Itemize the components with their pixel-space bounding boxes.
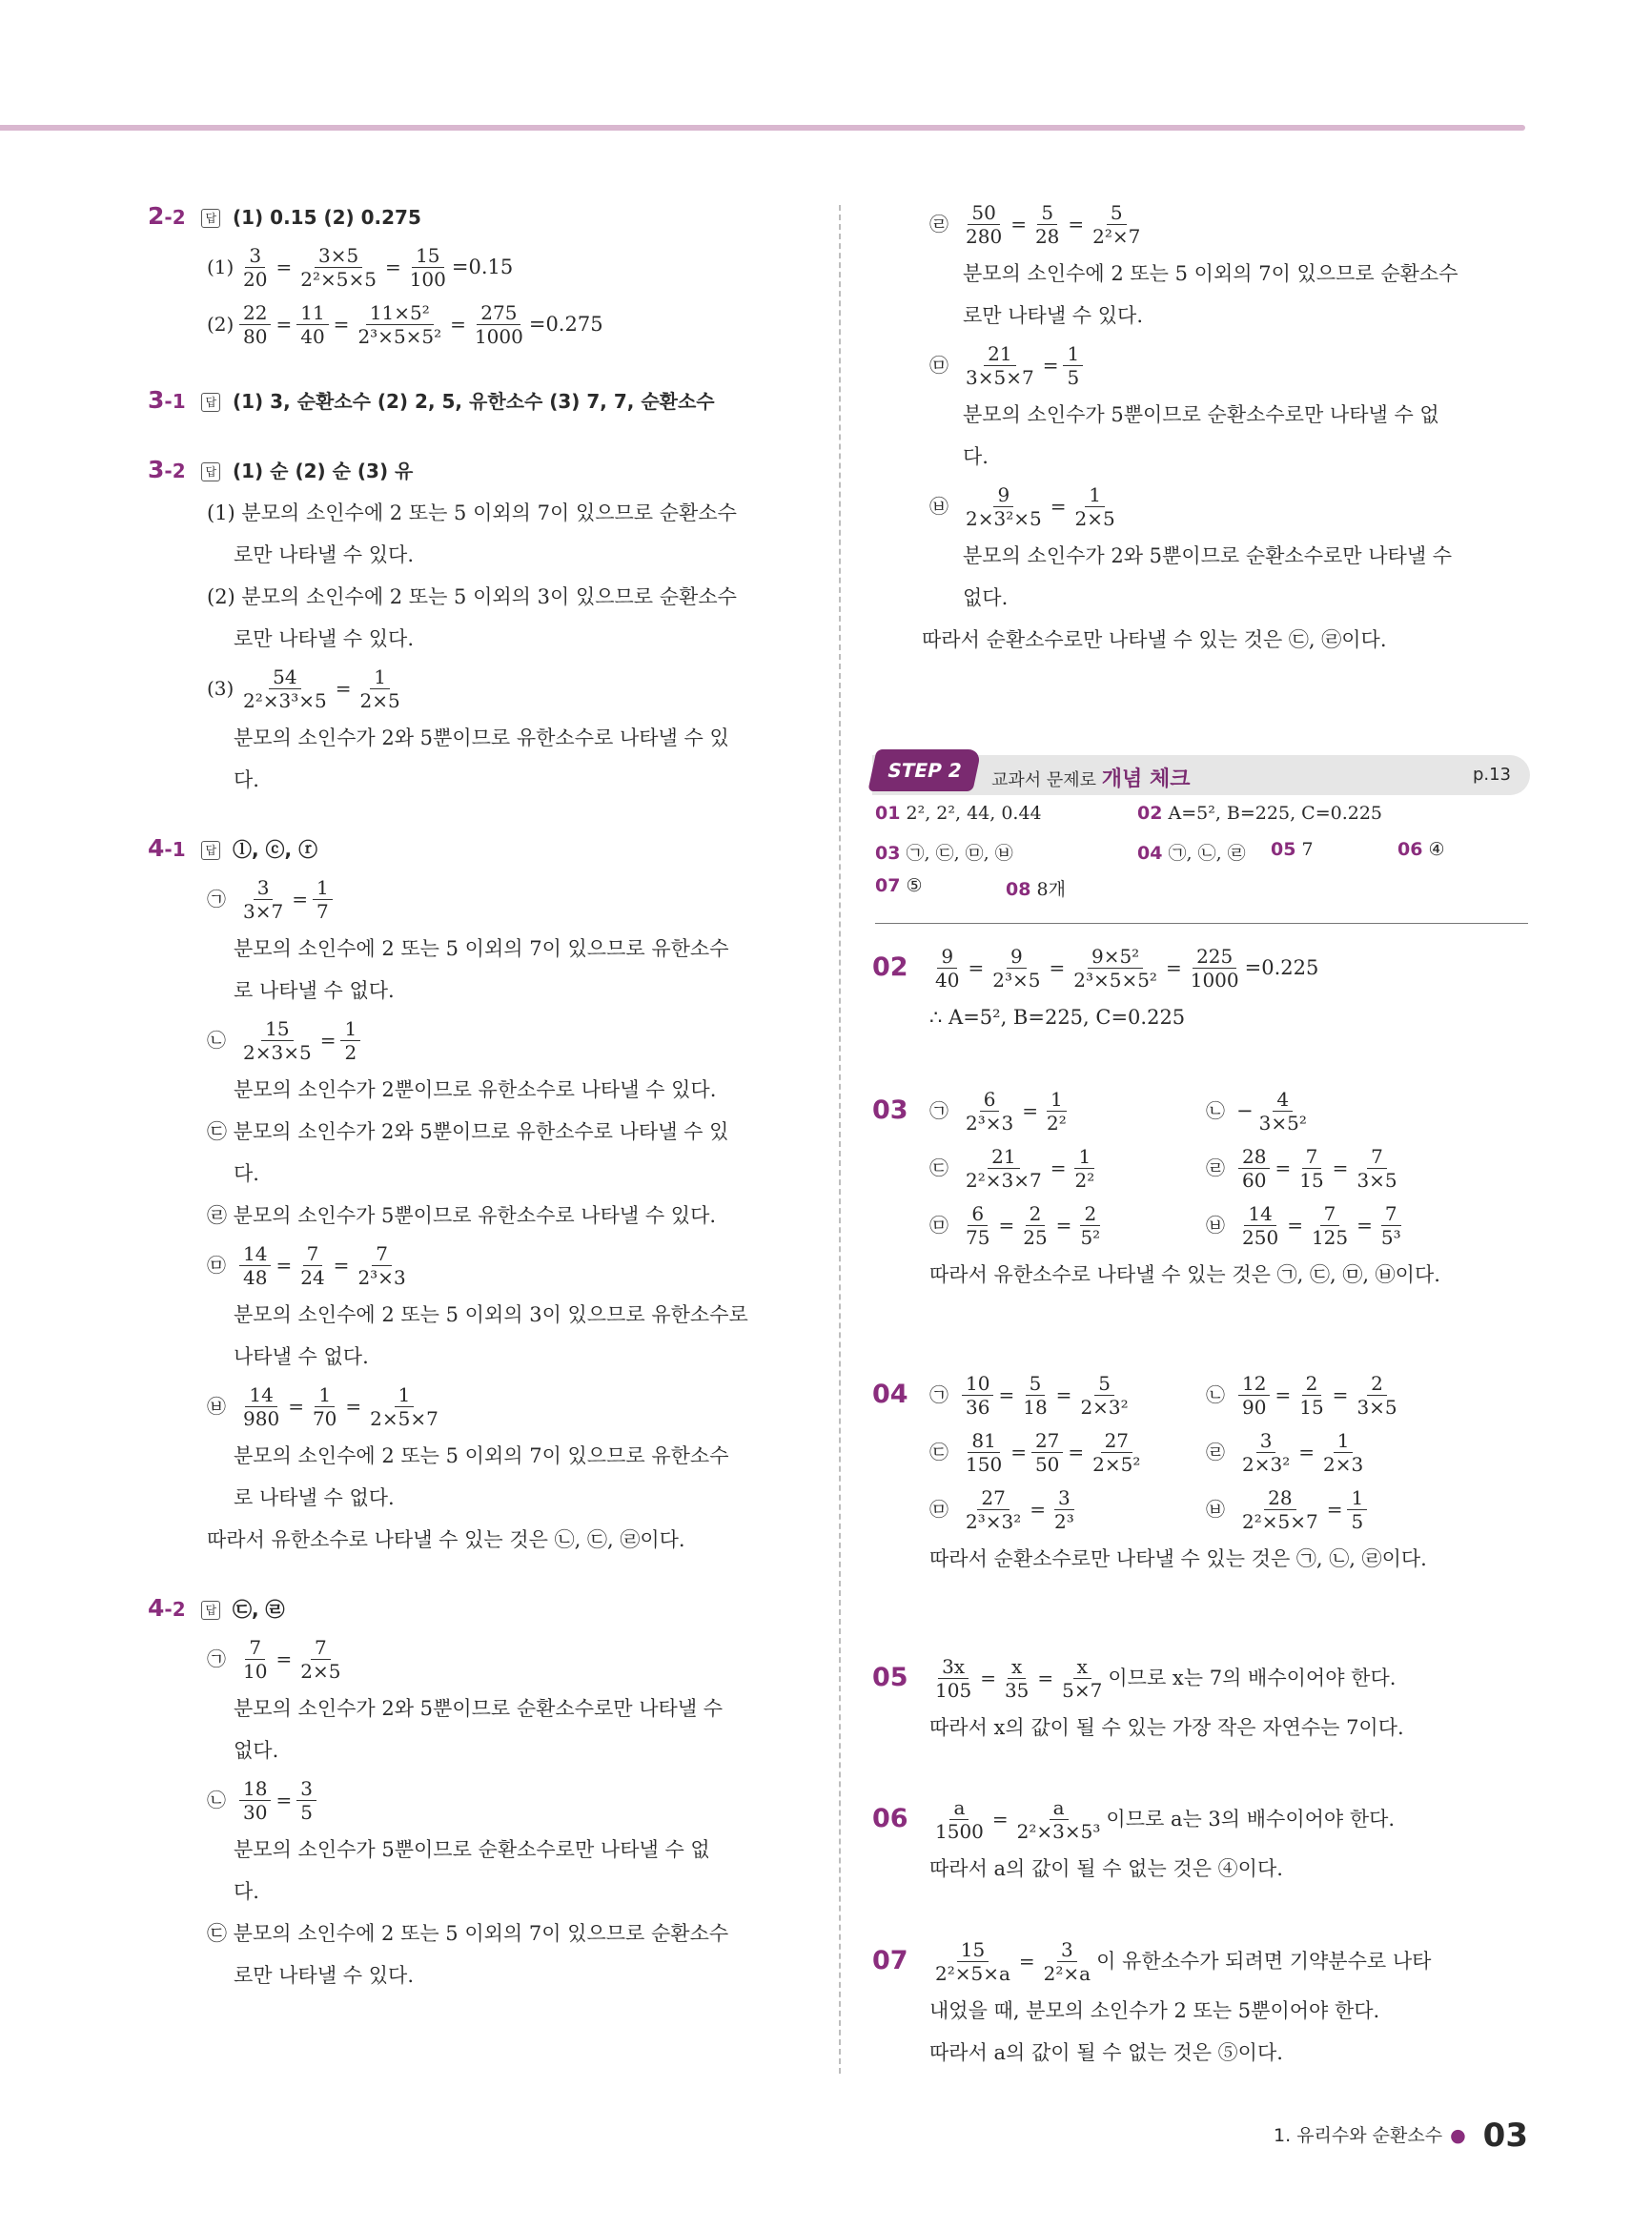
- explanation-line: 다.: [963, 445, 989, 468]
- question-03: 03 ㉠ $\frac{6}{\text{2³×3}}$ = $\frac{1}{\text{2²}}$ ㉡ − $\frac{4}{\text{3×5²}}$ ㉢ $\frac{21}{\text{2²×3×7}}$ = $\frac{1}{\text{2²}}$ ㉣ $\frac{28}{60}$ = $\frac{7}{15}$ = $\frac{7}{3\times 5}$ ㉤ $\frac{6}{75}$ = $\frac{2}{25}$ = $\frac{2}{\text{5²}}$ ㉥ $\frac{14}{250}$ = $\frac{7}{125}$ = $\frac{7}{\text{5³}}$ 따라서 유한소수로 나타낼 수 있는 것은 ㉠, ㉢, ㉤, ㉥이다.: [872, 1082, 1530, 1296]
- fraction: $\frac{275}{1000}$: [474, 300, 523, 348]
- problem-number: 3-2: [148, 456, 186, 483]
- answer: ㉢, ㉣: [233, 1598, 285, 1621]
- fraction: $\frac{7}{24}$: [300, 1241, 325, 1289]
- explanation-line: ㉢ 분모의 소인수에 2 또는 5 이외의 7이 있으므로 순환소수: [207, 1922, 729, 1945]
- conclusion: 따라서 유한소수로 나타낼 수 있는 것은 ㉡, ㉢, ㉣이다.: [207, 1528, 685, 1551]
- conclusion: 따라서 유한소수로 나타낼 수 있는 것은 ㉠, ㉢, ㉤, ㉥이다.: [929, 1263, 1440, 1286]
- explanation-line: 분모의 소인수가 2뿐이므로 유한소수로 나타낼 수 있다.: [234, 1078, 717, 1101]
- fraction: $\frac{3\times 5}{\text{2²×5×5}}$: [300, 243, 377, 291]
- fraction: $\frac{22}{80}$: [239, 301, 271, 348]
- problem-2-2: [148, 195, 806, 353]
- fraction: $\frac{1}{2\times 5\times 7}$: [370, 1382, 438, 1430]
- answer-mark: 답: [201, 462, 220, 481]
- fraction: $\frac{15}{100}$: [409, 243, 446, 291]
- right-column-continuation: [872, 195, 1530, 661]
- equation: ㉤ $\frac{21}{3\times 5\times 7}$ = $\frac{1}{5}$: [929, 337, 1530, 394]
- fraction: $\frac{5}{28}$: [1034, 200, 1060, 248]
- explanation-line: 분모의 소인수가 2와 5뿐이므로 순환소수로만 나타낼 수: [234, 1697, 724, 1720]
- answer-mark: 답: [201, 209, 220, 228]
- explanation-line: 분모의 소인수에 2 또는 5 이외의 7이 있으므로 유한소수: [234, 937, 729, 960]
- explanation-line: 로만 나타낼 수 있다.: [234, 627, 414, 650]
- equation: ㉥ $\frac{14}{980}$ = $\frac{1}{70}$ = $\frac{1}{2\times 5\times 7}$: [207, 1378, 806, 1435]
- answer-mark: 답: [201, 1601, 220, 1620]
- answer-mark: 답: [201, 393, 220, 412]
- left-column: [148, 195, 806, 2023]
- problem-4-2: [148, 1587, 806, 1996]
- explanation-line: 분모의 소인수가 5뿐이므로 순환소수로만 나타낼 수 없: [234, 1838, 710, 1861]
- equation: (2) $\frac{22}{80}$ = $\frac{11}{40}$ = $\frac{\text{11×5²}}{\text{2³×5×5²}}$ = $\frac{275}{1000}$ =0.275: [207, 300, 603, 348]
- explanation-line: (2) 분모의 소인수에 2 또는 5 이외의 3이 있으므로 순환소수: [207, 585, 737, 608]
- top-rule: [0, 125, 1525, 131]
- explanation-line: 없다.: [963, 586, 1009, 609]
- fraction: $\frac{3}{3\times 7}$: [243, 875, 284, 923]
- fraction: $\frac{7}{10}$: [243, 1635, 268, 1683]
- explanation-line: 로만 나타낼 수 있다.: [234, 543, 414, 566]
- explanation-line: 로만 나타낼 수 있다.: [963, 304, 1143, 327]
- fraction: $\frac{1}{5}$: [1063, 342, 1083, 389]
- equation: ㉠ $\frac{7}{10}$ = $\frac{7}{2\times 5}$: [207, 1630, 806, 1688]
- question-04: 04 ㉠ $\frac{10}{36}$ = $\frac{5}{18}$ = $\frac{5}{\text{2×3²}}$ ㉡ $\frac{12}{90}$ = $\frac{2}{15}$ = $\frac{2}{3\times 5}$ ㉢ $\frac{81}{150}$ = $\frac{27}{50}$ = $\frac{27}{\text{2×5²}}$ ㉣ $\frac{3}{\text{2×3²}}$ = $\frac{1}{2\times 3}$ ㉤ $\frac{27}{\text{2³×3²}}$ = $\frac{3}{\text{2³}}$ ㉥ $\frac{28}{\text{2²×5×7}}$ = $\frac{1}{5}$ 따라서 순환소수로만 나타낼 수 있는 것은 ㉠, ㉡, ㉣이다.: [872, 1366, 1530, 1580]
- explanation-line: 나타낼 수 없다.: [234, 1345, 369, 1368]
- fraction: $\frac{18}{30}$: [239, 1777, 271, 1824]
- problem-number: 2-2: [148, 202, 186, 230]
- answer: (1) 3, 순환소수 (2) 2, 5, 유한소수 (3) 7, 7, 순환소수: [233, 390, 715, 413]
- answer: (1) 순 (2) 순 (3) 유: [233, 460, 414, 482]
- quick-answers: 01 2², 2², 44, 0.44 02 A=5², B=225, C=0.225 03 ㉠, ㉢, ㉤, ㉥ 04 ㉠, ㉡, ㉣ 05 7 06 ④ 07 ⑤ 08 8개: [875, 803, 1445, 900]
- explanation-line: 다.: [234, 1162, 259, 1185]
- fraction: $\frac{1}{2}$: [340, 1017, 360, 1064]
- fraction: $\frac{3}{5}$: [296, 1777, 316, 1824]
- page-footer: [1274, 2117, 1528, 2155]
- bullet-icon: ●: [1450, 2125, 1466, 2146]
- fraction: $\frac{11}{40}$: [296, 301, 328, 348]
- conclusion: 따라서 순환소수로만 나타낼 수 있는 것은 ㉠, ㉡, ㉣이다.: [929, 1547, 1427, 1570]
- problem-3-2: [148, 449, 806, 801]
- explanation-line: 로만 나타낼 수 있다.: [234, 1964, 414, 1987]
- separator: [875, 923, 1528, 924]
- explanation-line: 분모의 소인수가 2와 5뿐이므로 순환소수로만 나타낼 수: [963, 544, 1453, 567]
- chapter-title: 1. 유리수와 순환소수: [1274, 2125, 1443, 2146]
- answer: (1) 0.15 (2) 0.275: [233, 206, 421, 229]
- step-title: 교과서 문제로 개념 체크: [991, 767, 1191, 791]
- conclusion: 따라서 순환소수로만 나타낼 수 있는 것은 ㉢, ㉣이다.: [922, 628, 1387, 651]
- fraction: $\frac{9}{\text{2×3²×5}}$: [966, 482, 1042, 530]
- answer-mark: 답: [201, 841, 220, 860]
- question-05: 05 $\frac{3x}{105}$ = $\frac{x}{35}$ = $\frac{x}{5\times 7}$ 이므로 x는 7의 배수이어야 한다. 따라서 x의 값이 될 수 있는 가장 작은 자연수는 7이다.: [872, 1654, 1404, 1739]
- problem-4-1: [148, 828, 806, 1561]
- explanation-line: 분모의 소인수에 2 또는 5 이외의 3이 있으므로 유한소수로: [234, 1303, 748, 1326]
- fraction: $\frac{7}{2\times 5}$: [300, 1635, 341, 1683]
- problem-3-1: [148, 379, 806, 422]
- step-tag: STEP 2: [867, 749, 981, 791]
- step2-banner: [872, 755, 1530, 795]
- problem-number: 4-1: [148, 834, 186, 862]
- page-number: 03: [1482, 2117, 1528, 2155]
- explanation-line: 로 나타낼 수 없다.: [234, 1486, 395, 1509]
- explanation-line: (1) 분모의 소인수에 2 또는 5 이외의 7이 있으므로 순환소수: [207, 501, 737, 524]
- fraction: $\frac{1}{2\times 5}$: [1074, 482, 1115, 530]
- explanation-line: ㉣ 분모의 소인수가 5뿐이므로 유한소수로 나타낼 수 있다.: [207, 1204, 717, 1227]
- fraction: $\frac{3}{20}$: [243, 243, 268, 291]
- equation: (1) $\frac{3}{20}$ = $\frac{3\times 5}{\text{2²×5×5}}$ = $\frac{15}{100}$ =0.15: [207, 243, 514, 291]
- explanation-line: 분모의 소인수에 2 또는 5 이외의 7이 있으므로 유한소수: [234, 1444, 729, 1467]
- equation: ㉠ $\frac{3}{3\times 7}$ = $\frac{1}{7}$: [207, 870, 806, 928]
- fraction: $\frac{1}{7}$: [313, 876, 333, 923]
- explanation-line: 분모의 소인수에 2 또는 5 이외의 7이 있으므로 순환소수: [963, 262, 1458, 285]
- explanation-line: 다.: [234, 1880, 259, 1903]
- fraction: $\frac{50}{280}$: [966, 200, 1003, 248]
- explanation-line: ㉢ 분모의 소인수가 2와 5뿐이므로 유한소수로 나타낼 수 있: [207, 1120, 729, 1143]
- equation: ㉡ $\frac{18}{30}$ = $\frac{3}{5}$: [207, 1771, 806, 1829]
- fraction: $\frac{15}{2\times 3\times 5}$: [243, 1016, 312, 1064]
- explanation-line: 다.: [234, 768, 259, 791]
- fraction: $\frac{5}{\text{2²×7}}$: [1092, 200, 1141, 248]
- equation: ㉡ $\frac{15}{2\times 3\times 5}$ = $\frac{1}{2}$: [207, 1012, 806, 1069]
- answer: ⓛ, ⓒ, ⓡ: [233, 838, 318, 861]
- problem-number: 4-2: [148, 1594, 186, 1622]
- fraction: $\frac{1}{70}$: [312, 1382, 337, 1430]
- fraction: $\frac{14}{48}$: [239, 1242, 271, 1289]
- fraction: $\frac{21}{3\times 5\times 7}$: [966, 341, 1034, 389]
- fraction: $\frac{1}{2\times 5}$: [359, 665, 400, 712]
- fraction: $\frac{\text{11×5²}}{\text{2³×5×5²}}$: [357, 300, 442, 348]
- explanation-line: 없다.: [234, 1739, 279, 1762]
- explanation-line: 분모의 소인수가 2와 5뿐이므로 유한소수로 나타낼 수 있: [234, 726, 729, 749]
- fraction: $\frac{7}{\text{2³×3}}$: [357, 1241, 406, 1289]
- question-02: 02 $\frac{9}{40}$ = $\frac{9}{\text{2³×5}}$ = $\frac{\text{9×5²}}{\text{2³×5×5²}}$ = $\frac{225}{1000}$ =0.225 ∴ A=5², B=225, C=0.225: [872, 939, 1530, 1038]
- fraction: $\frac{14}{980}$: [243, 1382, 280, 1430]
- explanation-line: 분모의 소인수가 5뿐이므로 순환소수로만 나타낼 수 없: [963, 403, 1439, 426]
- equation: $\frac{9}{40}$ = $\frac{9}{\text{2³×5}}$ = $\frac{\text{9×5²}}{\text{2³×5×5²}}$ = $\frac{225}{1000}$ =0.225: [935, 944, 1319, 992]
- fraction: $\frac{54}{\text{2²×3³×5}}$: [243, 665, 327, 712]
- equation: ㉥ $\frac{9}{\text{2×3²×5}}$ = $\frac{1}{2\times 5}$: [929, 478, 1530, 535]
- equation: ㉤ $\frac{14}{48}$ = $\frac{7}{24}$ = $\frac{7}{\text{2³×3}}$: [207, 1237, 806, 1294]
- equation: (3) $\frac{54}{\text{2²×3³×5}}$ = $\frac{1}{2\times 5}$: [207, 660, 806, 717]
- question-06: 06 $\frac{a}{1500}$ = $\frac{a}{\text{2²×3×5³}}$ 이므로 a는 3의 배수이어야 한다. 따라서 a의 값이 될 수 없는 것은 ④이다.: [872, 1795, 1396, 1880]
- problem-number: 3-1: [148, 386, 186, 414]
- question-07: 07 $\frac{15}{\text{2²×5×a}}$ = $\frac{3}{\text{2²×a}}$ 이 유한소수가 되려면 기약분수로 나타 내었을 때, 분모의 소인수가 2 또는 5뿐이어야 한다. 따라서 a의 값이 될 수 없는 것은 ⑤이다.: [872, 1937, 1432, 2064]
- explanation-line: 로 나타낼 수 없다.: [234, 979, 395, 1002]
- page-reference: p.13: [1472, 765, 1511, 785]
- column-divider: [839, 205, 841, 2074]
- equation: ㉣ $\frac{50}{280}$ = $\frac{5}{28}$ = $\frac{5}{\text{2²×7}}$: [929, 195, 1530, 253]
